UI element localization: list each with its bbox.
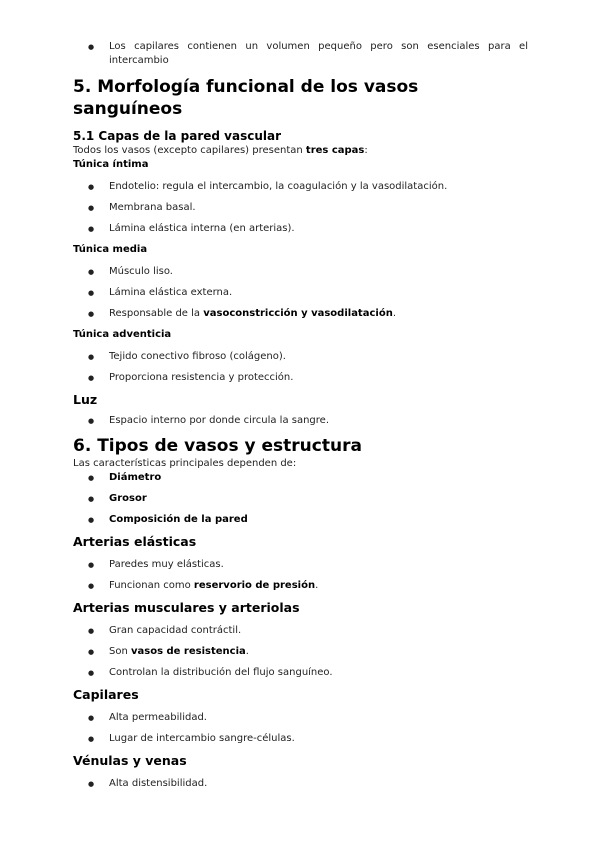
list-item: ● Espacio interno por donde circula la sangre. xyxy=(73,414,528,428)
list-item: ● Lámina elástica externa. xyxy=(73,286,528,300)
layers-intro-pre: Todos los vasos (excepto capilares) presentan xyxy=(73,145,306,156)
list-item xyxy=(73,513,528,527)
elasticas-item2-bold: reservorio de presión xyxy=(193,580,316,591)
venulas-venas-list xyxy=(73,777,528,791)
capilares-heading: Capilares xyxy=(73,687,139,702)
section-6-heading: 6. Tipos de vasos y estructura xyxy=(73,436,362,456)
tunica-intima-list xyxy=(73,180,528,236)
feature-bold: Composición de la pared xyxy=(109,514,248,525)
list-item xyxy=(73,492,528,506)
list-item: ● Los capilares contienen un volumen pequeño pero son esenciales para el intercambio xyxy=(73,40,528,68)
list-item xyxy=(73,645,528,659)
list-item: ● Controlan la distribución del flujo sanguíneo. xyxy=(73,666,528,680)
luz-heading: Luz xyxy=(73,392,98,407)
layers-intro-post: : xyxy=(364,145,368,156)
list-item: ● Membrana basal. xyxy=(73,201,528,215)
list-item: ● Proporciona resistencia y protección. xyxy=(73,371,528,385)
media-item3-post: . xyxy=(392,308,396,319)
list-item xyxy=(73,471,528,485)
elasticas-item2-post: . xyxy=(315,580,319,591)
musculares-item2-pre: Son xyxy=(109,646,131,657)
venulas-venas-heading: Vénulas y venas xyxy=(73,753,187,768)
arterias-elasticas-heading: Arterias elásticas xyxy=(73,534,197,549)
layers-intro xyxy=(73,144,528,158)
list-item: ● Endotelio: regula el intercambio, la coagulación y la vasodilatación. xyxy=(73,180,528,194)
list-item: ● Gran capacidad contráctil. xyxy=(73,624,528,638)
list-item xyxy=(73,579,528,593)
list-item: ● Alta distensibilidad. xyxy=(73,777,528,791)
list-item: ● Tejido conectivo fibroso (colágeno). xyxy=(73,350,528,364)
tunica-media-list xyxy=(73,265,528,321)
list-item xyxy=(73,307,528,321)
section-5-heading: 5. Morfología funcional de los vasos sanguíneos xyxy=(73,77,419,119)
capilares-list xyxy=(73,711,528,746)
luz-list xyxy=(73,414,528,428)
musculares-item2-bold: vasos de resistencia xyxy=(130,646,246,657)
arterias-elasticas-list xyxy=(73,558,528,593)
list-item: ● Paredes muy elásticas. xyxy=(73,558,528,572)
tunica-adventicia-list xyxy=(73,350,528,385)
media-item3-bold: vasoconstricción y vasodilatación xyxy=(203,308,393,319)
media-item3-pre: Responsable de la xyxy=(109,308,204,319)
arterias-musculares-list xyxy=(73,624,528,680)
tunica-adventicia-heading: Túnica adventicia xyxy=(73,329,172,340)
subsection-5-1-heading: 5.1 Capas de la pared vascular xyxy=(73,129,282,143)
elasticas-item2-pre: Funcionan como xyxy=(109,580,194,591)
list-item: ● Lámina elástica interna (en arterias). xyxy=(73,222,528,236)
tunica-media-heading: Túnica media xyxy=(73,244,148,255)
tunica-intima-heading: Túnica íntima xyxy=(73,159,149,170)
feature-bold: Diámetro xyxy=(109,472,162,483)
list-item: ● Alta permeabilidad. xyxy=(73,711,528,725)
list-item: ● Lugar de intercambio sangre-células. xyxy=(73,732,528,746)
arterias-musculares-heading: Arterias musculares y arteriolas xyxy=(73,600,300,615)
list-item: ● Músculo liso. xyxy=(73,265,528,279)
features-list xyxy=(73,471,528,527)
page-content xyxy=(73,40,528,798)
layers-intro-bold: tres capas xyxy=(305,145,365,156)
types-intro: Las características principales dependen de: xyxy=(73,458,297,469)
feature-bold: Grosor xyxy=(109,493,147,504)
musculares-item2-post: . xyxy=(245,646,249,657)
intro-bullet-list xyxy=(73,40,528,68)
